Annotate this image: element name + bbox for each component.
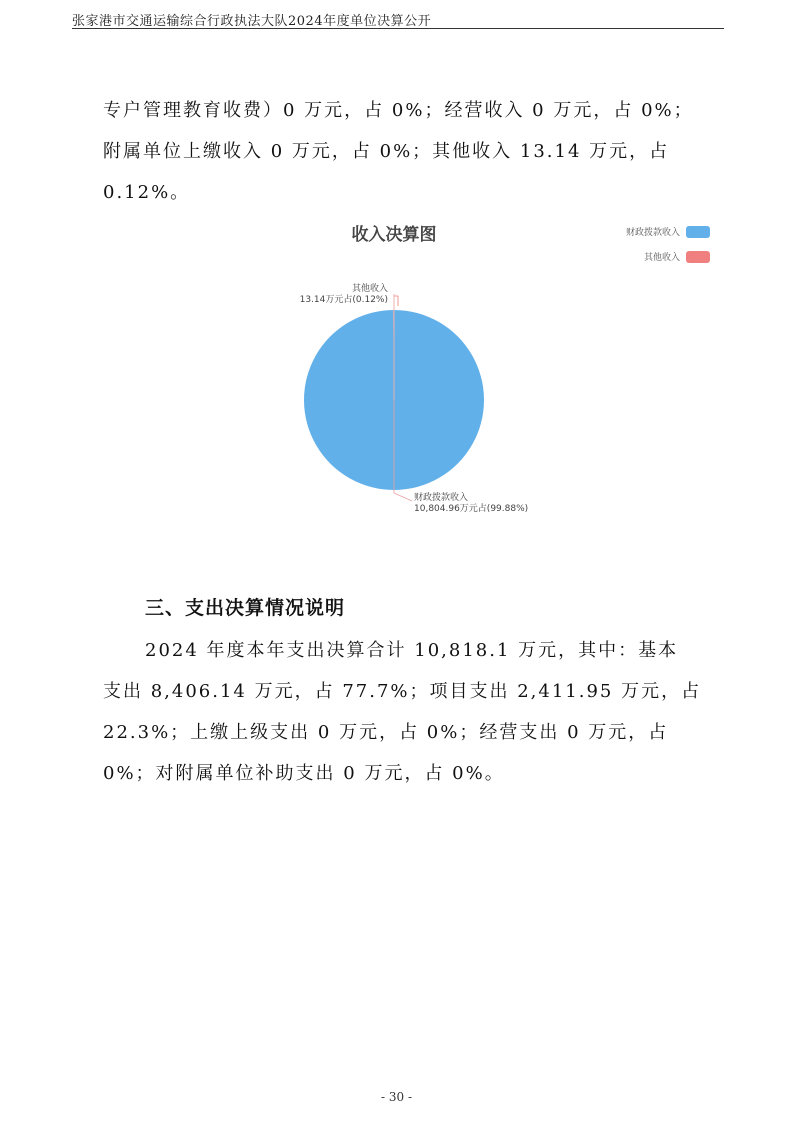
slice-label-other-value: 13.14万元占(0.12%) — [299, 295, 388, 305]
legend-label-fiscal: 财政拨款收入 — [625, 228, 680, 238]
page-number: - 30 - — [380, 1090, 412, 1104]
paragraph-line: 附属单位上缴收入 0 万元，占 0%；其他收入 13.14 万元，占 — [103, 141, 670, 162]
paragraph-line: 专户管理教育收费）0 万元，占 0%；经营收入 0 万元，占 0%； — [103, 100, 694, 121]
paragraph-line: 22.3%；上缴上级支出 0 万元，占 0%；经营支出 0 万元，占 — [103, 722, 669, 743]
header-divider — [72, 28, 724, 29]
slice-label-fiscal-value: 10,804.96万元占(99.88%) — [414, 504, 529, 514]
pie-chart-svg — [270, 218, 720, 523]
income-paragraph — [103, 90, 703, 213]
legend-swatch-fiscal — [686, 226, 710, 238]
paragraph-line: 2024 年度本年支出决算合计 10,818.1 万元，其中：基本 — [145, 640, 679, 661]
legend-label-other: 其他收入 — [643, 253, 680, 263]
chart-title: 收入决算图 — [351, 225, 437, 245]
expenditure-paragraph — [103, 630, 703, 794]
slice-label-other-name: 其他收入 — [351, 284, 388, 294]
income-pie-chart — [270, 218, 720, 523]
legend-swatch-other — [686, 251, 710, 263]
label-leader-line-other — [394, 296, 398, 306]
document-header: 张家港市交通运输综合行政执法大队2024年度单位决算公开 — [72, 14, 432, 29]
section-heading: 三、支出决算情况说明 — [145, 597, 346, 619]
paragraph-line: 0%；对附属单位补助支出 0 万元，占 0%。 — [103, 763, 505, 784]
paragraph-line: 支出 8,406.14 万元，占 77.7%；项目支出 2,411.95 万元，占 — [103, 681, 702, 702]
paragraph-line: 0.12%。 — [103, 182, 191, 203]
slice-label-fiscal-name: 财政拨款收入 — [414, 493, 469, 503]
